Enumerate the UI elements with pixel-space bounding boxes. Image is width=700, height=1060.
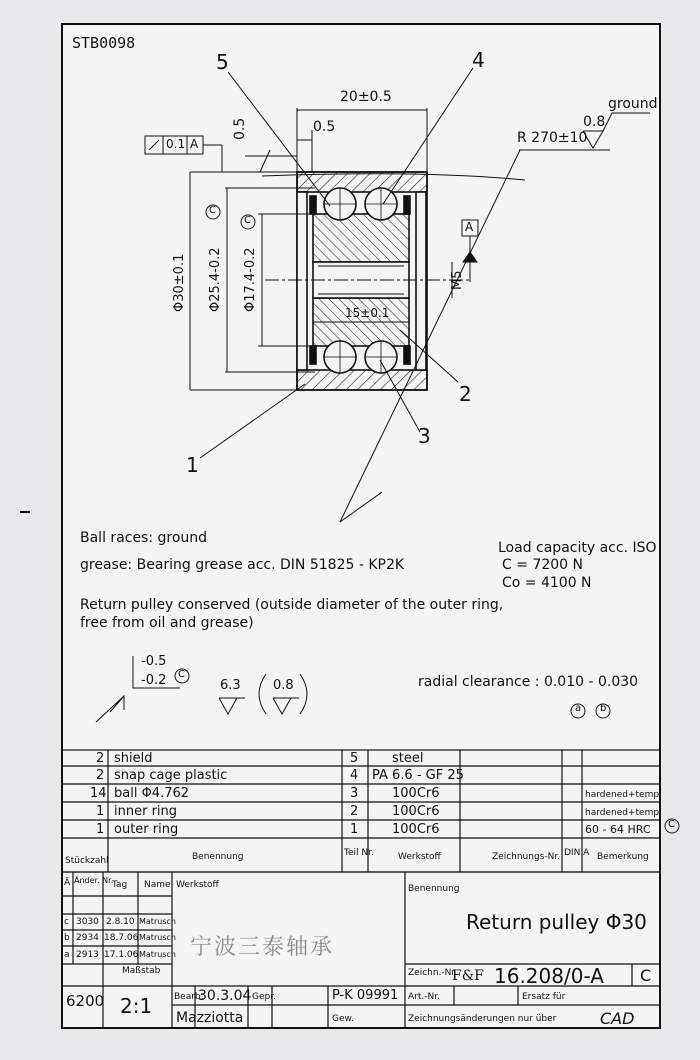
rev-header-date: Tag — [112, 880, 128, 890]
header-din: DIN A — [564, 848, 590, 858]
benennung-label: Benennung — [408, 884, 460, 894]
rev-header-material: Werkstoff — [176, 880, 219, 890]
tolerance-datum: A — [190, 137, 199, 151]
datum-label: A — [465, 220, 474, 234]
header-remark: Bemerkung — [597, 852, 649, 862]
inner-length-dimension: 15±0.1 — [345, 306, 390, 320]
part-material: PA 6.6 - GF 25 — [372, 768, 464, 783]
part-pos: 5 — [350, 751, 359, 766]
drawing-number: 16.208/0-A — [494, 964, 604, 988]
changes-note: Zeichnungsänderungen nur über — [408, 1014, 557, 1024]
stamp-id: STB0098 — [72, 34, 136, 52]
rev-name: Matrusch — [139, 933, 176, 942]
edge-tolerance-2: -0.2 — [141, 673, 167, 688]
ff-logo-text: F&F — [452, 968, 484, 984]
scale-label: Maßstab — [122, 966, 161, 976]
gepr-label: Gepr. — [252, 992, 276, 1002]
radial-mark-b: b — [600, 703, 607, 714]
part-pos: 1 — [350, 822, 359, 837]
part-pos: 4 — [350, 768, 359, 783]
load-capacity-co: Co = 4100 N — [502, 575, 592, 591]
outer-diameter-dimension: Φ30±0.1 — [172, 253, 187, 312]
header-material: Werkstoff — [398, 852, 441, 862]
load-capacity-c: C = 7200 N — [502, 557, 583, 573]
tolerance-value: 0.1 — [166, 137, 186, 151]
note-conserved-1: Return pulley conserved (outside diameter of the outer ring, — [80, 597, 504, 613]
part-qty: 2 — [96, 751, 105, 766]
roughness-0-8: 0.8 — [273, 678, 294, 693]
rev-header-name: Name — [144, 880, 171, 890]
drawing-title: Return pulley Φ30 — [466, 910, 647, 934]
load-capacity-title: Load capacity acc. ISO — [498, 540, 657, 556]
part-remark: hardened+temp. — [585, 790, 662, 800]
part-name: shield — [114, 751, 153, 766]
company-watermark: 宁波三泰轴承 — [190, 935, 335, 960]
ground-label: ground — [608, 96, 658, 112]
callout-4: 4 — [472, 48, 485, 72]
rev-number: 3030 — [76, 917, 99, 927]
callout-2: 2 — [459, 382, 472, 406]
circled-c-mark: C — [209, 205, 216, 216]
part-name: snap cage plastic — [114, 768, 228, 783]
rev-number: 2934 — [76, 933, 99, 943]
rev-letter: c — [64, 917, 69, 927]
edge-tolerance-1: -0.5 — [141, 654, 167, 669]
part-pos: 3 — [350, 786, 359, 801]
race-diameter-dimension: Φ25.4-0.2 — [208, 247, 223, 312]
inner-diameter-dimension: Φ17.4-0.2 — [243, 247, 258, 312]
sheet-size: C — [640, 966, 652, 985]
radial-clearance: radial clearance : 0.010 - 0.030 — [418, 674, 639, 690]
part-qty: 1 — [96, 804, 105, 819]
art-label: Art.-Nr. — [408, 992, 440, 1002]
date-value: 30.3.04 — [198, 988, 252, 1004]
rev-letter: a — [64, 950, 70, 960]
rev-number: 2913 — [76, 950, 99, 960]
rev-header-number: Änder. Nr. — [74, 876, 114, 885]
callout-1: 1 — [186, 453, 199, 477]
pk-number: P-K 09991 — [332, 988, 399, 1003]
part-material: 100Cr6 — [392, 786, 440, 801]
gew-label: Gew. — [332, 1014, 354, 1024]
ersatz-label: Ersatz für — [522, 992, 566, 1002]
bearb-label: Bearb. — [174, 992, 204, 1002]
radial-mark-a: a — [575, 703, 582, 714]
rev-date: 18.7.06 — [104, 933, 139, 943]
callout-5: 5 — [216, 50, 229, 74]
part-name: ball Φ4.762 — [114, 786, 190, 801]
roughness-6-3: 6.3 — [220, 678, 241, 693]
scale-value: 2:1 — [120, 994, 153, 1018]
part-material: 100Cr6 — [392, 822, 440, 837]
rev-name: Matrusch — [139, 950, 176, 959]
roughness-ground-value: 0.8 — [583, 114, 606, 130]
part-qty: 2 — [96, 768, 105, 783]
thread-label: M5 — [450, 270, 465, 290]
part-pos: 2 — [350, 804, 359, 819]
circled-c-mark: C — [178, 669, 185, 680]
part-remark: 60 - 64 HRC — [585, 823, 651, 836]
part-name: inner ring — [114, 804, 178, 819]
part-qty: 14 — [90, 786, 107, 801]
radius-dimension: R 270±10 — [517, 130, 588, 146]
header-qty: Stückzahl — [65, 856, 109, 866]
part-name: outer ring — [114, 822, 179, 837]
rev-header-index: Ä — [64, 878, 71, 888]
part-qty: 1 — [96, 822, 105, 837]
flange-vertical-dimension: 0.5 — [232, 117, 248, 140]
note-ball-races: Ball races: ground — [80, 530, 208, 546]
flange-dimension: 0.5 — [313, 119, 336, 135]
circled-c-mark: C — [244, 215, 251, 226]
zeichn-label: Zeichn.-Nr. — [408, 968, 458, 978]
part-material: steel — [392, 751, 424, 766]
note-conserved-2: free from oil and grease) — [80, 615, 254, 631]
part-material: 100Cr6 — [392, 804, 440, 819]
width-dimension: 20±0.5 — [340, 89, 392, 105]
drawn-by: Mazziotta — [176, 1010, 244, 1026]
callout-3: 3 — [418, 424, 431, 448]
part-remark: hardened+temp. — [585, 808, 662, 818]
header-name: Benennung — [192, 852, 244, 862]
circled-c-mark: C — [668, 819, 675, 830]
header-drawing: Zeichnungs-Nr. — [492, 852, 561, 862]
rev-letter: b — [64, 933, 70, 943]
cad-label: CAD — [600, 1009, 635, 1028]
rev-date: 17.1.06 — [104, 950, 139, 960]
rev-date: 2.8.10 — [106, 917, 135, 927]
group-number: 6200 — [66, 992, 105, 1010]
rev-name: Matrusch — [139, 917, 176, 926]
header-pos: Teil Nr. — [344, 848, 374, 858]
note-grease: grease: Bearing grease acc. DIN 51825 - KP2K — [80, 557, 405, 573]
